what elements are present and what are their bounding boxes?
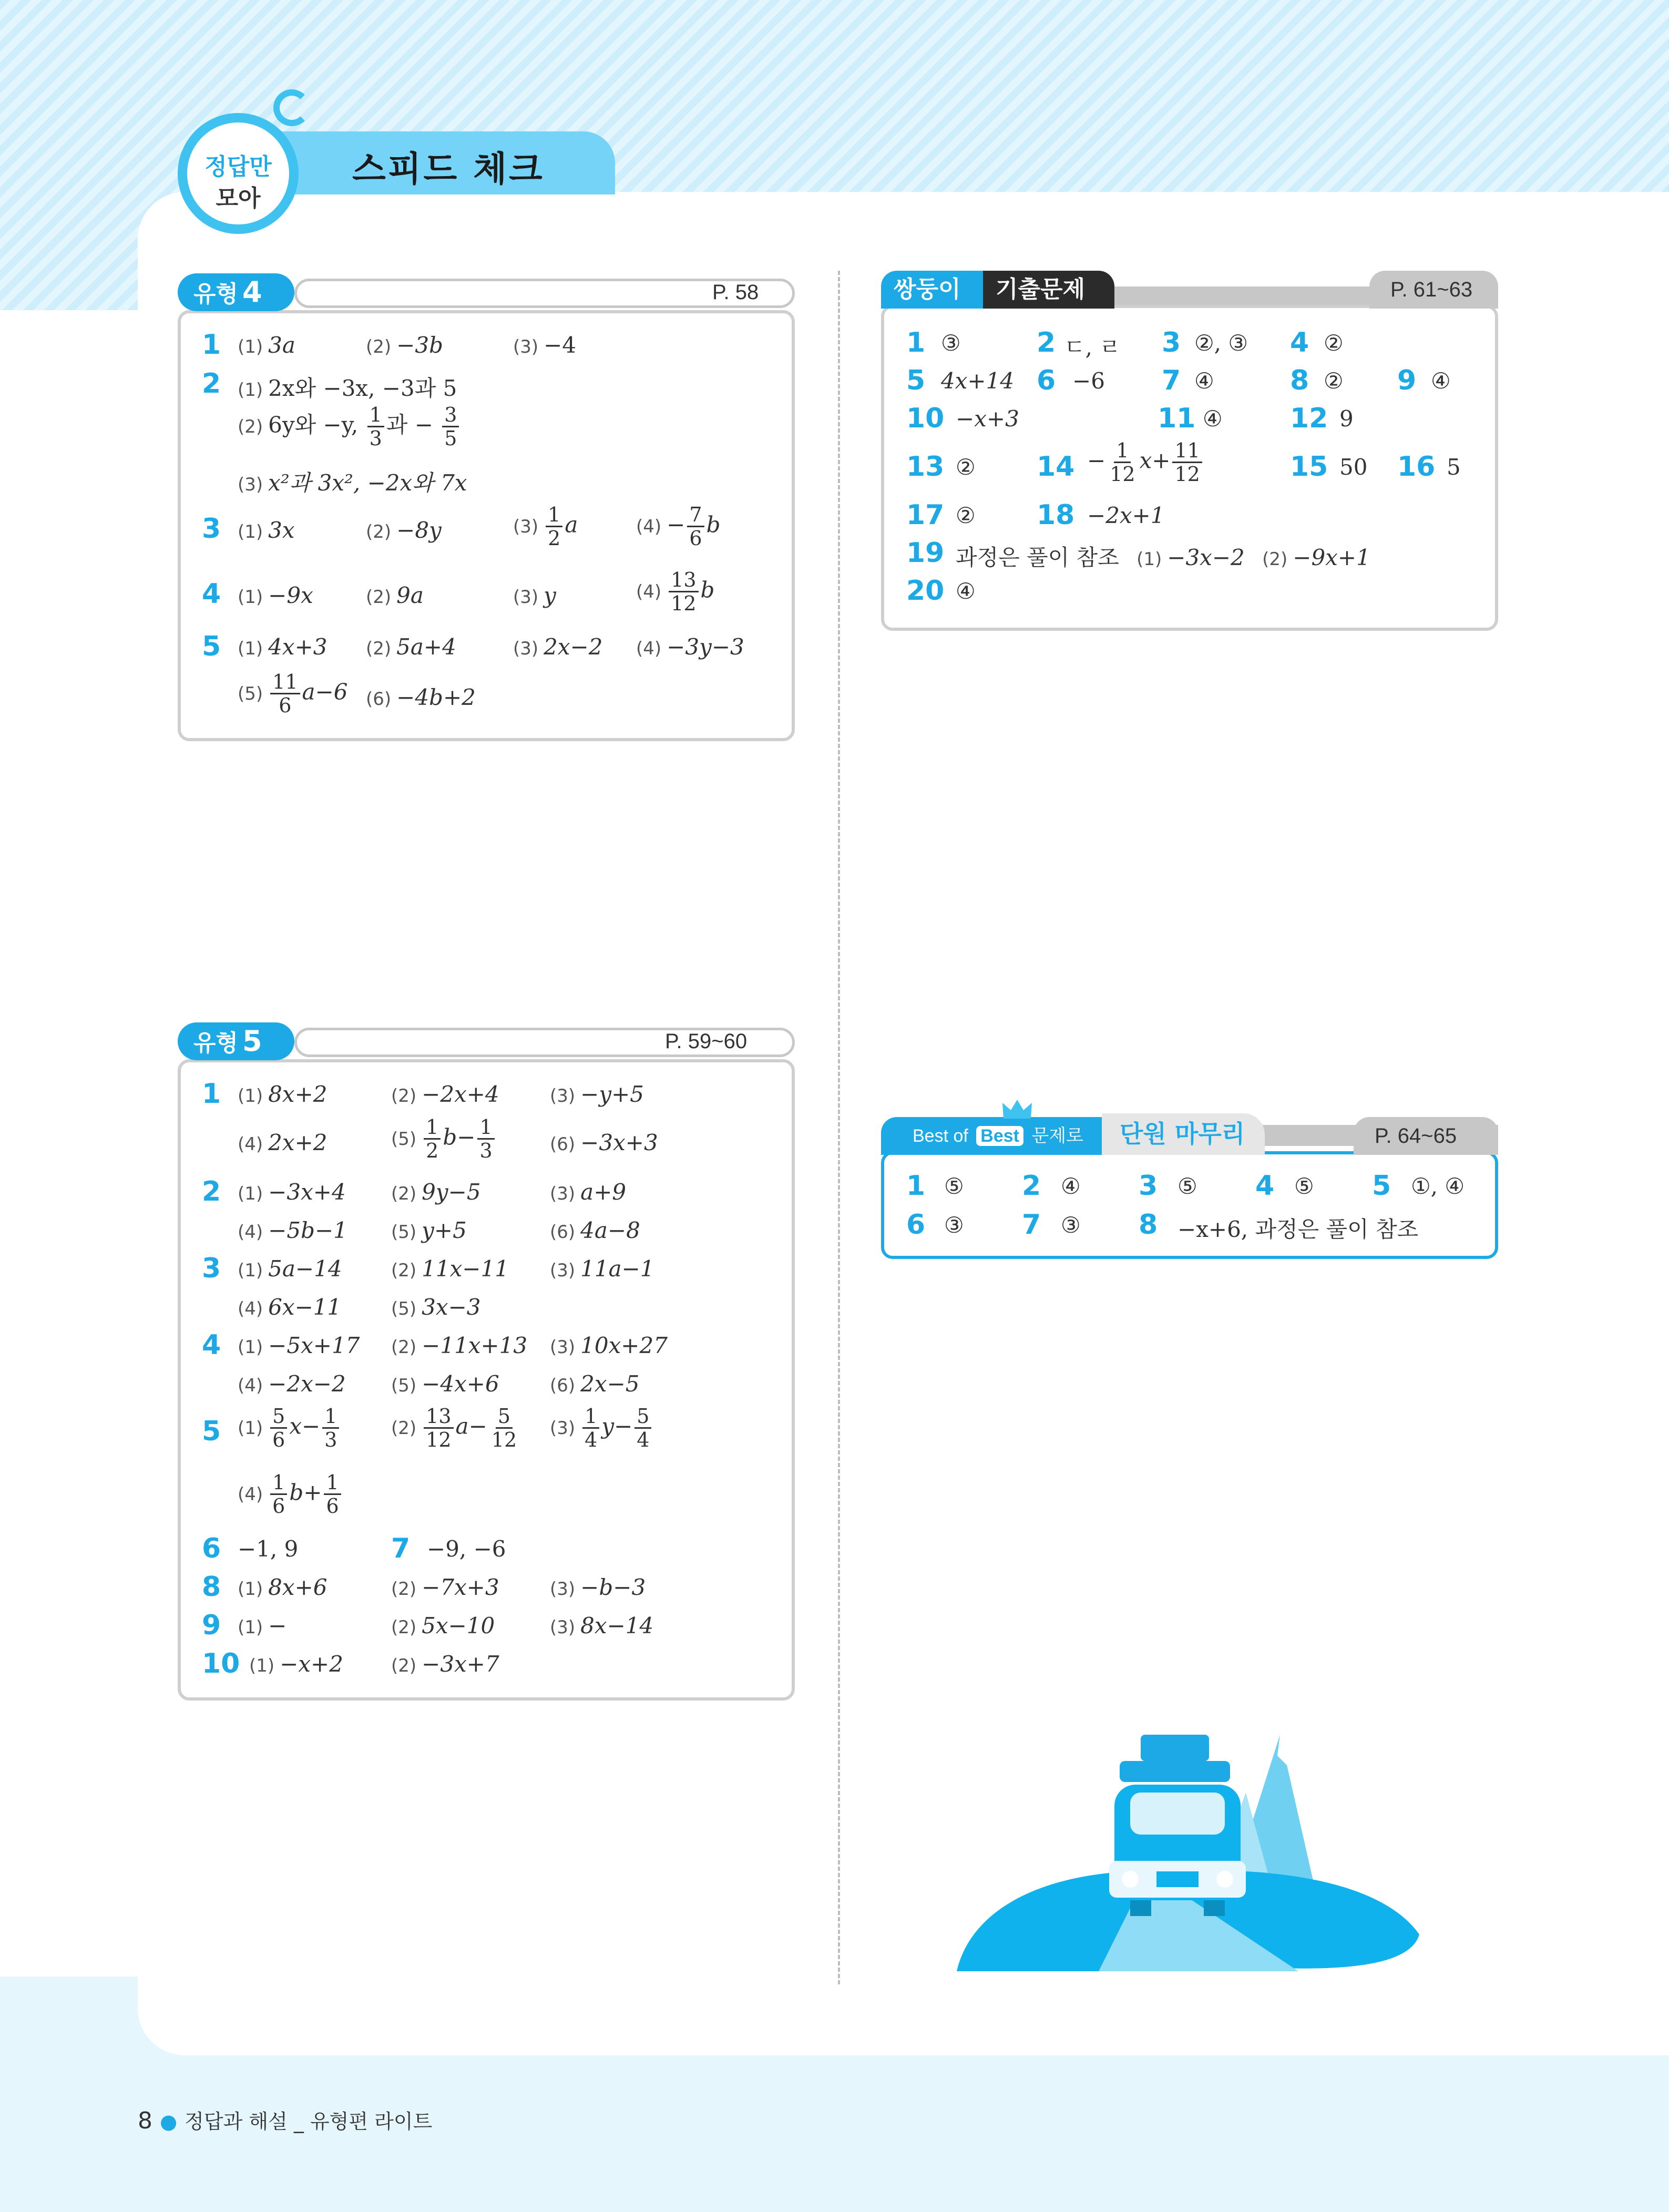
answer: ②: [956, 454, 976, 480]
question-number: 7: [1162, 365, 1181, 396]
twins-answer-box: 1 ③ 2 ㄷ, ㄹ 3 ②, ③ 4 ② 5 4x+14 6 −6 7 ④ 8 ② 9 ④ 10 −x+3 11 ④ 12 9 13 ② 14 − $\frac{1}{12}$ x+ $\frac{11}{12}$ 15 50 16 5 17 ② 18 −2x+1 19 과정은 풀이 참조 (1) −3x−2 (2) −9x+1 20 ④: [881, 305, 1498, 631]
question-number: 5: [906, 365, 926, 396]
question-number: 19: [906, 537, 945, 569]
type5-tab: 유형 5: [178, 1022, 294, 1060]
question-number: 2: [1037, 327, 1056, 359]
question-number: 18: [1037, 499, 1075, 531]
answer: ①, ④: [1411, 1173, 1465, 1199]
title-bar: [263, 131, 615, 194]
crown-icon: [1001, 1099, 1033, 1120]
answer: −9, −6: [427, 1536, 506, 1562]
answer: ④: [1203, 406, 1223, 432]
question-number: 3: [1162, 327, 1181, 359]
type4-tab: 유형 4: [178, 273, 294, 311]
question-number: 1: [906, 327, 926, 359]
type4-page-ref: P. 58: [712, 281, 759, 304]
question-number: 10: [906, 403, 945, 434]
answer: ③: [941, 330, 961, 356]
answer: ③: [1061, 1212, 1081, 1238]
question-number: 7: [1022, 1209, 1041, 1241]
question-number: 4: [1290, 327, 1309, 359]
question-number: 4: [1255, 1170, 1275, 1202]
review-answer-box: [881, 1151, 1498, 1259]
question-number: 9: [202, 1610, 221, 1641]
answers-badge: [178, 113, 299, 234]
question-number: 8: [202, 1571, 221, 1603]
answer: ⑤: [1294, 1173, 1314, 1199]
badge-line1: 정답만: [204, 153, 272, 180]
badge-line2: 모아: [216, 185, 261, 212]
car-illustration: [951, 1724, 1425, 1998]
answer: −6: [1072, 368, 1105, 394]
answer: ④: [1431, 368, 1451, 394]
answer: ②: [956, 503, 976, 528]
question-number: 3: [202, 1253, 221, 1284]
answer: ②: [1324, 330, 1344, 356]
page-footer: 8 ● 정답과 해설 _ 유형편 라이트: [138, 2107, 433, 2134]
answer: ④: [1194, 368, 1214, 394]
page-number: 8: [138, 2107, 152, 2134]
answer: 50: [1339, 454, 1368, 480]
answer: 5: [1447, 454, 1461, 480]
question-number: 16: [1397, 451, 1436, 483]
question-number: 1: [906, 1170, 926, 1202]
answer: ④: [1061, 1173, 1081, 1199]
question-number: 5: [1372, 1170, 1391, 1202]
answer: ㄷ, ㄹ: [1064, 334, 1121, 360]
question-number: 9: [1397, 365, 1417, 396]
question-number: 11: [1158, 403, 1196, 434]
question-number: 2: [1022, 1170, 1041, 1202]
question-number: 14: [1037, 451, 1075, 483]
review-title: 단원 마무리: [1102, 1113, 1265, 1155]
question-number: 2: [202, 368, 221, 400]
answer: ④: [956, 578, 976, 604]
type4-answer-box: 1 (1) 3a (2) −3b (3) −4 2 (1) 2x와 −3x, −3과 5 (2) 6y와 −y, $\frac{1}{3}$ 과 − $\frac{3}{5}$ (3) x²과 3x², −2x와 7x 3 (1) 3x (2) −8y (3) $\frac{1}{2}$ a (4) − $\frac{7}{6}$ b 4 (1) −9x (2) 9a (3) y (4) $\frac{13}{12}$ b 5 (1) 4x+3 (2) 5a+4 (3) 2x−2 (4) −3y−3 (5) $\frac{11}{6}$ a−6 (6) −4b+2: [178, 310, 795, 741]
review-best-tab: Best of Best 문제로: [881, 1117, 1102, 1155]
answer: ②: [1324, 368, 1344, 394]
question-number: 10: [202, 1648, 240, 1680]
type5-answer-box: 1 (1) 8x+2 (2) −2x+4 (3) −y+5 (4) 2x+2 (5) $\frac{1}{2}$ b− $\frac{1}{3}$ (6) −3x+3 2 (1) −3x+4 (2) 9y−5 (3) a+9 (4) −5b−1 (5) y+5 (6) 4a−8 3 (1) 5a−14 (2) 11x−11 (3) 11a−1 (4) 6x−11 (5) 3x−3 4 (1) −5x+17 (2) −11x+13 (3) 10x+27 (4) −2x−2 (5) −4x+6 (6) 2x−5 5 (1) $\frac{5}{6}$ x− $\frac{1}{3}$ (2) $\frac{13}{12}$ a− $\frac{5}{12}$ (3) $\frac{1}{4}$ y− $\frac{5}{4}$ (4) $\frac{1}{6}$ b+ $\frac{1}{6}$ 6 −1, 9 7 −9, −6 8 (1) 8x+6 (2) −7x+3 (3) −b−3 9 (1) − (2) 5x−10 (3) 8x−14 10 (1) −x+2 (2) −3x+7: [178, 1059, 795, 1701]
page-title: 스피드 체크: [352, 149, 545, 189]
question-number: 3: [1139, 1170, 1158, 1202]
question-number: 6: [906, 1209, 926, 1241]
column-divider: [838, 271, 840, 1984]
answer: −x+6, 과정은 풀이 참조: [1177, 1216, 1419, 1242]
question-number: 1: [202, 329, 221, 361]
question-number: 2: [202, 1176, 221, 1207]
question-number: 3: [202, 513, 221, 545]
question-number: 17: [906, 499, 945, 531]
answer: ②, ③: [1194, 330, 1248, 356]
question-number: 5: [202, 1416, 221, 1447]
question-number: 4: [202, 578, 221, 610]
twins-page-ref: P. 61~63: [1369, 271, 1498, 309]
question-number: 8: [1139, 1209, 1158, 1241]
answer: 9: [1339, 406, 1354, 432]
swirl-icon: [273, 89, 310, 126]
twins-dark-tab: 기출문제: [983, 271, 1114, 309]
answer: ③: [944, 1212, 964, 1238]
question-number: 5: [202, 631, 221, 662]
answer: −1, 9: [238, 1536, 299, 1562]
question-number: 8: [1290, 365, 1309, 396]
question-number: 12: [1290, 403, 1328, 434]
question-number: 6: [202, 1533, 221, 1564]
review-page-ref: P. 64~65: [1354, 1117, 1498, 1155]
type5-page-ref: P. 59~60: [665, 1030, 748, 1053]
question-number: 7: [391, 1533, 411, 1564]
answer: ⑤: [944, 1173, 964, 1199]
question-number: 13: [906, 451, 945, 483]
question-number: 15: [1290, 451, 1328, 483]
question-number: 1: [202, 1078, 221, 1110]
answer: ⑤: [1177, 1173, 1197, 1199]
question-number: 4: [202, 1329, 221, 1361]
question-number: 6: [1037, 365, 1056, 396]
footer-text: 정답과 해설 _ 유형편 라이트: [185, 2110, 433, 2133]
twins-tab: 쌍둥이: [881, 271, 986, 309]
question-number: 20: [906, 575, 945, 607]
